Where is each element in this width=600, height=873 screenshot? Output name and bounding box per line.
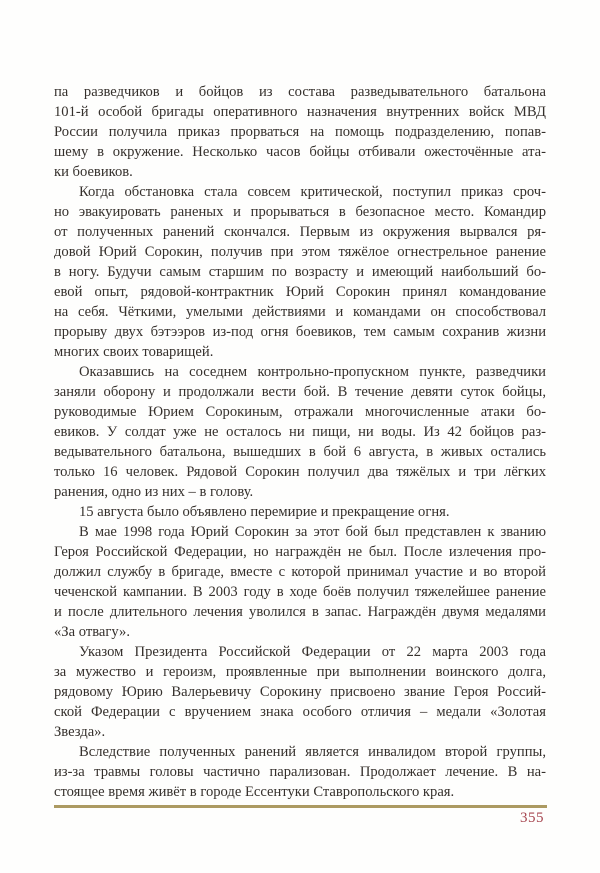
text-line: евой опыт, рядовой-контрактник Юрий Сорокин принял командование bbox=[54, 284, 546, 300]
text-line: Звезда». bbox=[54, 724, 106, 740]
text-line: 101-й особой бригады оперативного назначения внутренних войск МВД bbox=[54, 104, 546, 120]
page-text bbox=[54, 82, 546, 802]
text-line: Указом Президента Российской Федерации от 22 марта 2003 года bbox=[79, 644, 546, 660]
text-line: ской Федерации с вручением знака особого отличия – медали «Золотая bbox=[54, 704, 546, 720]
text-line: в ногу. Будучи самым старшим по возрасту и имеющий наибольший бо- bbox=[54, 264, 546, 280]
text-line: чеченской кампании. В 2003 году в ходе боёв получил тяжелейшее ранение bbox=[54, 584, 546, 600]
text-line: па разведчиков и бойцов из состава разведывательного батальона bbox=[54, 84, 546, 100]
text-line: «За отвагу». bbox=[54, 624, 130, 640]
text-line: евиков. У солдат уже не осталось ни пищи, ни воды. Из 42 бойцов раз- bbox=[54, 424, 546, 440]
text-line: В мае 1998 года Юрий Сорокин за этот бой был представлен к званию bbox=[79, 524, 546, 540]
text-line: за мужество и героизм, проявленные при выполнении воинского долга, bbox=[54, 664, 546, 680]
text-line: многих своих товарищей. bbox=[54, 344, 214, 360]
text-line: 15 августа было объявлено перемирие и прекращение огня. bbox=[79, 504, 450, 520]
text-line: прорыву двух бэтээров из-под огня боевиков, тем самым сохранив жизни bbox=[54, 324, 546, 340]
text-line: из-за травмы головы частично парализован. Продолжает лечение. В на- bbox=[54, 764, 546, 780]
text-line: заняли оборону и продолжали вести бой. В течение девяти суток бойцы, bbox=[54, 384, 546, 400]
text-line: ранения, одно из них – в голову. bbox=[54, 484, 254, 500]
text-line: только 16 человек. Рядовой Сорокин получил два тяжёлых и три лёгких bbox=[54, 464, 546, 480]
text-line: руководимые Юрием Сорокиным, отражали многочисленные атаки бо- bbox=[54, 404, 546, 420]
text-line: шему в окружение. Несколько часов бойцы отбивали ожесточённые ата- bbox=[54, 144, 546, 160]
footer-rule bbox=[54, 805, 547, 808]
text-line: Героя Российской Федерации, но награждён не был. После излечения про- bbox=[54, 544, 546, 560]
text-line: Когда обстановка стала совсем критической, поступил приказ сроч- bbox=[79, 184, 546, 200]
paragraph bbox=[54, 522, 546, 642]
text-line: ки боевиков. bbox=[54, 164, 133, 180]
text-line: России получила приказ прорваться на помощь подразделению, попав- bbox=[54, 124, 546, 140]
paragraph bbox=[54, 642, 546, 742]
text-line: рядовому Юрию Валерьевичу Сорокину присвоено звание Героя Россий- bbox=[54, 684, 546, 700]
text-line: ведывательного батальона, вышедших в бой 6 августа, в живых остались bbox=[54, 444, 546, 460]
text-line: довой Юрий Сорокин, получив при этом тяжёлое огнестрельное ранение bbox=[54, 244, 546, 260]
paragraph bbox=[54, 742, 546, 802]
text-line: и после длительного лечения уволился в запас. Награждён двумя медалями bbox=[54, 604, 546, 620]
paragraph bbox=[54, 182, 546, 362]
text-line: но эвакуировать раненых и прорываться в безопасное место. Командир bbox=[54, 204, 546, 220]
paragraph bbox=[54, 502, 546, 522]
text-line: Вследствие полученных ранений является инвалидом второй группы, bbox=[79, 744, 546, 760]
text-line: на себя. Чёткими, умелыми действиями и командами он способствовал bbox=[54, 304, 546, 320]
page-number: 355 bbox=[520, 810, 544, 826]
paragraph bbox=[54, 362, 546, 502]
paragraph bbox=[54, 82, 546, 182]
text-line: стоящее время живёт в городе Ессентуки Ставропольского края. bbox=[54, 784, 455, 800]
text-line: от полученных ранений скончался. Первым из окружения вырвался ря- bbox=[54, 224, 546, 240]
text-line: должил службу в бригаде, вместе с которой принимал участие и во второй bbox=[54, 564, 546, 580]
text-line: Оказавшись на соседнем контрольно-пропускном пункте, разведчики bbox=[79, 364, 546, 380]
